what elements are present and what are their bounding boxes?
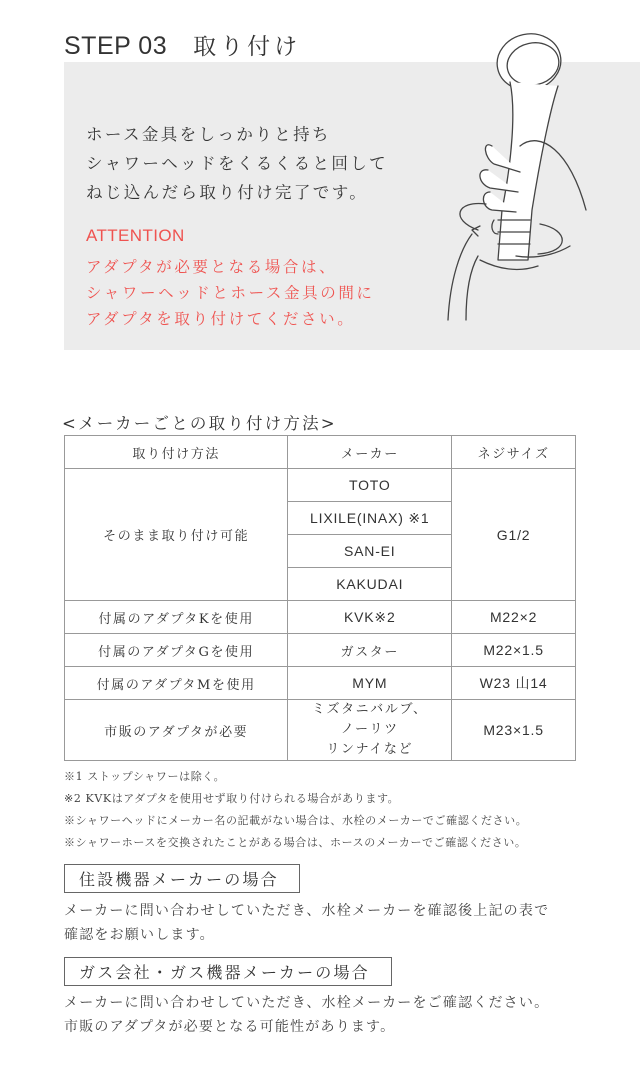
maker-cell: KAKUDAI — [288, 568, 452, 601]
section-title-housing-maker: 住設機器メーカーの場合 — [64, 864, 300, 893]
attention-line: シャワーヘッドとホース金具の間に — [86, 284, 375, 302]
page-title — [64, 28, 301, 61]
section-line: 確認をお願いします。 — [64, 927, 215, 943]
table-row — [65, 700, 576, 761]
size-cell: W23 山14 — [452, 667, 576, 700]
attention-line: アダプタが必要となる場合は、 — [86, 258, 338, 276]
size-cell: G1/2 — [452, 469, 576, 601]
maker-cell: KVK※2 — [288, 601, 452, 634]
section-text-gas-company — [64, 991, 549, 1039]
size-cell: M22×1.5 — [452, 634, 576, 667]
attention-line: アダプタを取り付けてください。 — [86, 310, 356, 328]
maker-line: ノーリツ — [340, 722, 399, 737]
footnote: ※2 KVKはアダプタを使用せず取り付けられる場合があります。 — [64, 792, 400, 805]
footnote: ※シャワーホースを交換されたことがある場合は、ホースのメーカーでご確認ください。 — [64, 836, 527, 849]
method-cell: そのまま取り付け可能 — [65, 469, 288, 601]
table-row — [65, 634, 576, 667]
maker-cell: ガスター — [288, 634, 452, 667]
maker-cell: MYM — [288, 667, 452, 700]
method-cell: 付属のアダプタMを使用 — [65, 667, 288, 700]
method-cell: 市販のアダプタが必要 — [65, 700, 288, 761]
table-caption: <メーカーごとの取り付け方法> — [62, 414, 337, 433]
attention-heading: ATTENTION — [86, 226, 185, 245]
table-header-row — [65, 436, 576, 469]
size-cell: M23×1.5 — [452, 700, 576, 761]
section-line: 市販のアダプタが必要となる可能性があります。 — [64, 1019, 396, 1035]
column-header: 取り付け方法 — [65, 436, 288, 469]
maker-table — [64, 435, 576, 761]
attention-text — [86, 254, 375, 332]
footnote: ※シャワーヘッドにメーカー名の記載がない場合は、水栓のメーカーでご確認ください。 — [64, 814, 528, 827]
table-row — [65, 667, 576, 700]
instruction-line: シャワーヘッドをくるくると回して — [86, 154, 389, 173]
instruction-line: ホース金具をしっかりと持ち — [86, 125, 331, 144]
footnotes — [64, 766, 527, 854]
section-title-gas-company: ガス会社・ガス機器メーカーの場合 — [64, 957, 392, 986]
footnote: ※1 ストップシャワーは除く。 — [64, 770, 226, 783]
hand-turning-shower-head-icon — [420, 20, 640, 340]
maker-cell: SAN-EI — [288, 535, 452, 568]
column-header: メーカー — [288, 436, 452, 469]
size-cell: M22×2 — [452, 601, 576, 634]
method-cell: 付属のアダプタGを使用 — [65, 634, 288, 667]
table-row — [65, 601, 576, 634]
section-text-housing-maker — [64, 899, 549, 947]
instruction-line: ねじ込んだら取り付け完了です。 — [86, 183, 369, 202]
table-row — [65, 469, 576, 502]
method-cell: 付属のアダプタKを使用 — [65, 601, 288, 634]
maker-cell: LIXILE(INAX) ※1 — [288, 502, 452, 535]
section-line: メーカーに問い合わせしていただき、水栓メーカーをご確認ください。 — [64, 995, 550, 1011]
step-number: STEP 03 — [64, 32, 168, 60]
maker-line: ミズタニバルブ、 — [311, 702, 428, 717]
instruction-text — [86, 120, 388, 207]
maker-cell — [288, 700, 452, 761]
section-line: メーカーに問い合わせしていただき、水栓メーカーを確認後上記の表で — [64, 903, 550, 919]
maker-cell: TOTO — [288, 469, 452, 502]
column-header: ネジサイズ — [452, 436, 576, 469]
maker-line: リンナイなど — [326, 742, 414, 757]
step-title-text: 取り付け — [193, 34, 302, 60]
